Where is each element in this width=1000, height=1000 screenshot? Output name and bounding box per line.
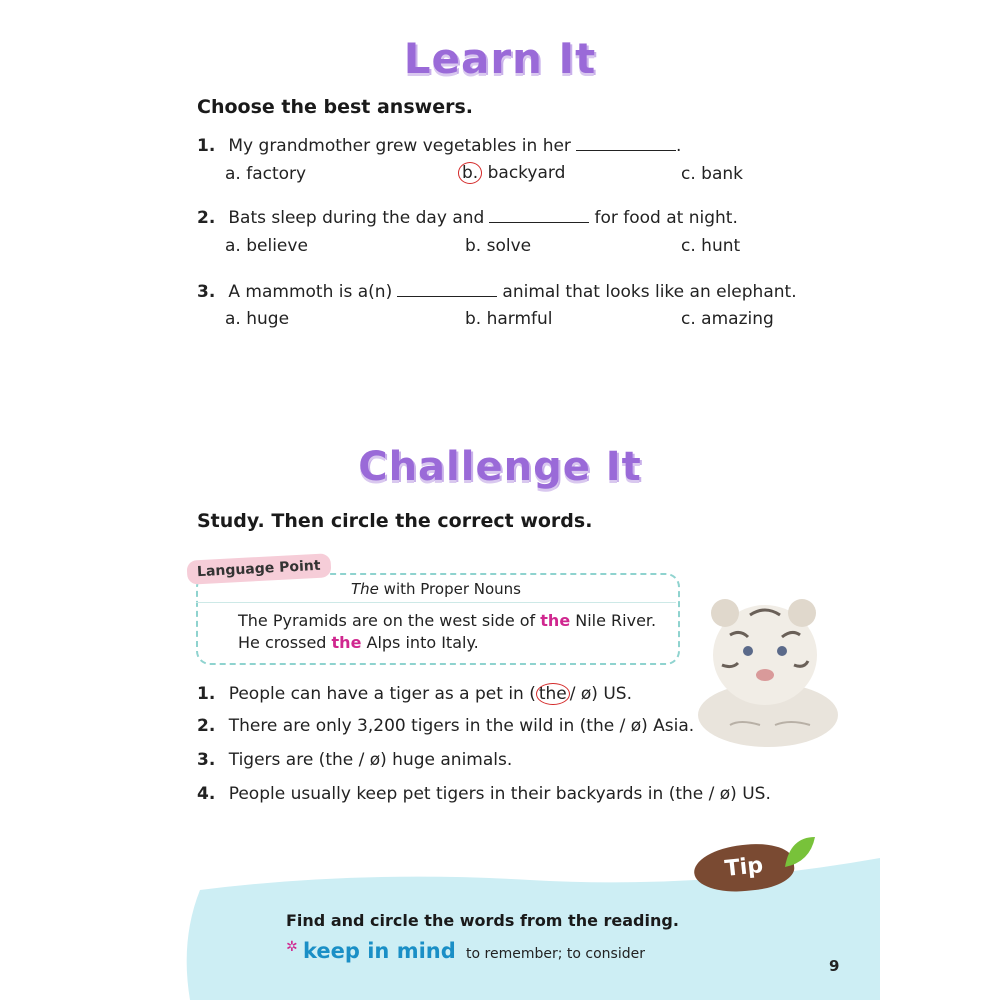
question-number: 2. bbox=[197, 208, 216, 228]
highlight-the: the bbox=[331, 633, 362, 652]
item-text: People can have a tiger as a pet in bbox=[228, 684, 530, 704]
option-label: a. bbox=[225, 309, 241, 329]
option-c[interactable] bbox=[681, 236, 740, 256]
item-number: 3. bbox=[197, 750, 216, 770]
option-text: backyard bbox=[487, 163, 566, 183]
learn-instruction: Choose the best answers. bbox=[197, 96, 473, 118]
language-point-example-2 bbox=[238, 633, 479, 652]
option-text: bank bbox=[701, 164, 743, 184]
item-text: There are only 3,200 tigers in the wild in (the / ø) Asia. bbox=[228, 716, 695, 736]
title-rest: with Proper Nouns bbox=[378, 580, 521, 598]
leaf-icon bbox=[780, 832, 820, 872]
option-label: a. bbox=[225, 164, 241, 184]
option-b-selected[interactable] bbox=[458, 162, 565, 184]
answer-blank bbox=[576, 136, 676, 151]
option-text: hunt bbox=[701, 236, 741, 256]
tip-instruction: Find and circle the words from the reading. bbox=[286, 911, 679, 930]
option-label: b. bbox=[465, 309, 482, 329]
question-2 bbox=[197, 208, 738, 228]
tiger-cub-image bbox=[690, 585, 840, 755]
open-paren: ( bbox=[529, 684, 536, 704]
option-b[interactable] bbox=[465, 236, 531, 256]
option-c[interactable] bbox=[681, 164, 743, 184]
challenge-it-heading: Challenge It bbox=[358, 444, 642, 490]
option-text: huge bbox=[246, 309, 290, 329]
item-number: 1. bbox=[197, 684, 216, 704]
option-text: factory bbox=[246, 164, 307, 184]
option-c[interactable] bbox=[681, 309, 774, 329]
option-text: believe bbox=[246, 236, 308, 256]
option-label: b. bbox=[465, 236, 482, 256]
option-label: c. bbox=[681, 309, 696, 329]
option-a[interactable] bbox=[225, 236, 308, 256]
challenge-item-2 bbox=[197, 716, 694, 736]
option-label: c. bbox=[681, 236, 696, 256]
option-label: a. bbox=[225, 236, 241, 256]
item-text: People usually keep pet tigers in their backyards in (the / ø) US. bbox=[228, 784, 771, 804]
example-text: Nile River. bbox=[570, 611, 657, 630]
language-point-title bbox=[196, 580, 676, 598]
question-text: A mammoth is a(n) bbox=[228, 282, 393, 302]
star-icon: ✲ bbox=[286, 939, 298, 955]
option-b[interactable] bbox=[465, 309, 553, 329]
challenge-item-1 bbox=[197, 683, 632, 705]
question-number: 3. bbox=[197, 282, 216, 302]
challenge-instruction: Study. Then circle the correct words. bbox=[197, 510, 593, 532]
option-text: harmful bbox=[486, 309, 553, 329]
question-text-end: animal that looks like an elephant. bbox=[502, 282, 797, 302]
option-a[interactable] bbox=[225, 309, 289, 329]
example-text: The Pyramids are on the west side of bbox=[238, 611, 541, 630]
learn-it-heading: Learn It bbox=[403, 34, 597, 83]
title-italic: The bbox=[351, 580, 379, 598]
circled-answer: the bbox=[536, 683, 570, 705]
challenge-item-4 bbox=[197, 784, 771, 804]
option-a[interactable] bbox=[225, 164, 306, 184]
language-point-divider bbox=[196, 602, 676, 603]
item-text-end: / ø) US. bbox=[569, 684, 632, 704]
language-point-example-1 bbox=[238, 611, 656, 630]
question-3 bbox=[197, 282, 797, 302]
answer-circle: b. bbox=[458, 162, 482, 184]
question-text: My grandmother grew vegetables in her bbox=[228, 136, 571, 156]
option-text: solve bbox=[486, 236, 532, 256]
example-text: He crossed bbox=[238, 633, 332, 652]
challenge-item-3 bbox=[197, 750, 512, 770]
language-point-tag: Language Point bbox=[186, 553, 331, 584]
item-number: 2. bbox=[197, 716, 216, 736]
question-1 bbox=[197, 136, 681, 156]
question-text: Bats sleep during the day and bbox=[228, 208, 485, 228]
example-text: Alps into Italy. bbox=[361, 633, 479, 652]
question-number: 1. bbox=[197, 136, 216, 156]
question-text-end: . bbox=[676, 136, 682, 156]
answer-blank bbox=[489, 208, 589, 223]
item-number: 4. bbox=[197, 784, 216, 804]
item-text: Tigers are (the / ø) huge animals. bbox=[228, 750, 513, 770]
answer-blank bbox=[397, 282, 497, 297]
tip-sign: Tip bbox=[692, 840, 796, 896]
option-text: amazing bbox=[701, 309, 774, 329]
tip-phrase: keep in mind bbox=[303, 939, 456, 963]
tip-definition: to remember; to consider bbox=[466, 946, 645, 962]
option-label: c. bbox=[681, 164, 696, 184]
page-number: 9 bbox=[829, 957, 840, 975]
question-text-end: for food at night. bbox=[594, 208, 738, 228]
highlight-the: the bbox=[540, 611, 571, 630]
